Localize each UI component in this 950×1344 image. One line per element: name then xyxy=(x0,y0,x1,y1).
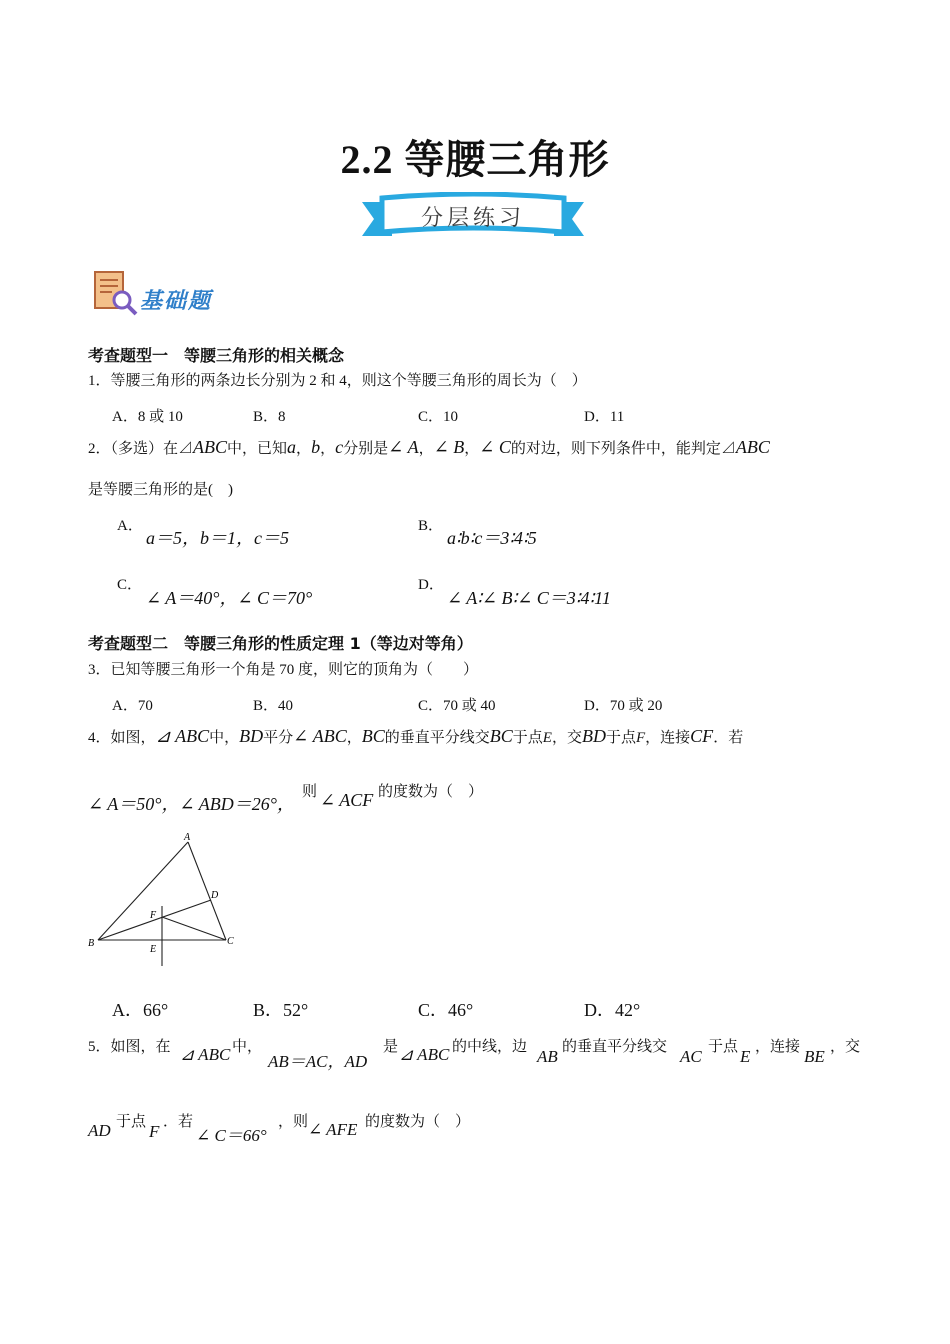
q3-option-a: A．70 xyxy=(112,698,153,714)
question-2-line-1 xyxy=(88,437,770,458)
q5-question-end: 的度数为（ ） xyxy=(365,1114,471,1130)
q4-text-a: 4．如图， xyxy=(88,730,156,746)
banner xyxy=(360,192,586,248)
q2-option-c-label: C． xyxy=(117,577,143,593)
q2-option-d: ∠ A∶∠ B∶∠ C＝3∶4∶11 xyxy=(447,588,611,608)
question-1: 1．等腰三角形的两条边长分别为 2 和 4，则这个等腰三角形的周长为（ ） xyxy=(88,373,587,389)
q2-abc-2: ABC xyxy=(735,437,770,457)
q2-comma-3: ， xyxy=(418,441,434,457)
line-ab xyxy=(98,842,188,940)
q2-b: b xyxy=(311,437,321,457)
q2-comma-2: ， xyxy=(320,441,336,457)
q4-math-b: ⊿ ABC xyxy=(155,726,210,746)
q4-then: 则 xyxy=(302,784,318,800)
q4-text-c: 中， xyxy=(209,730,240,746)
q4-option-b: B．52° xyxy=(253,1000,309,1020)
q4-text-o: 于点 xyxy=(605,730,636,746)
q2-c: c xyxy=(335,437,344,457)
q4-math-r: CF xyxy=(690,726,714,746)
q5-e: E xyxy=(740,1047,751,1066)
q4-math-f: ∠ ABC xyxy=(293,726,347,746)
question-2-line-2: 是等腰三角形的是( ) xyxy=(88,482,233,498)
label-c: C xyxy=(227,936,234,947)
q2-option-a-label: A． xyxy=(117,518,143,534)
q4-text-g: ， xyxy=(346,730,362,746)
q4-figure xyxy=(84,830,244,970)
q5-text-e: 是 xyxy=(383,1039,399,1055)
label-d: D xyxy=(211,890,219,901)
label-a: A xyxy=(184,832,191,843)
q4-math-p: F xyxy=(635,730,646,746)
q5-text-k: 于点 xyxy=(708,1039,739,1055)
q2-option-b-label: B． xyxy=(418,518,444,534)
q2-abc: ABC xyxy=(193,437,228,457)
q2-a: a xyxy=(287,437,297,457)
q5-text-s: ．若 xyxy=(163,1114,194,1130)
q2-option-c: ∠ A＝40°，∠ C＝70° xyxy=(146,588,313,608)
q2-mid2: 分别是 xyxy=(343,441,389,457)
q5-text-c: 中， xyxy=(232,1039,263,1055)
label-e: E xyxy=(150,944,157,955)
line-cf xyxy=(162,917,226,940)
q1-option-b: B．8 xyxy=(253,409,286,425)
q4-option-c: C．46° xyxy=(418,1000,474,1020)
section-label: 基础题 xyxy=(140,288,213,314)
q3-option-b: B．40 xyxy=(253,698,294,714)
q2-option-d-label: D． xyxy=(418,577,444,593)
q5-ac: AC xyxy=(680,1047,702,1066)
q2-comma-4: ， xyxy=(464,441,480,457)
q4-math-l: E xyxy=(542,730,552,746)
q2-mid3: 的对边，则下列条件中，能判定 xyxy=(510,441,721,457)
q3-option-c: C．70 或 40 xyxy=(418,698,496,714)
q4-math-n: BD xyxy=(581,726,606,746)
q5-text-i: 的垂直平分线交 xyxy=(562,1039,668,1055)
q4-angle-acf: ∠ ACF xyxy=(320,790,374,810)
q1-option-a: A．8 或 10 xyxy=(112,409,183,425)
label-f: F xyxy=(150,910,157,921)
q3-option-d: D．70 或 20 xyxy=(584,698,663,714)
q5-text-u: ，则 xyxy=(278,1114,309,1130)
q5-be: BE xyxy=(804,1047,825,1066)
q5-ab: AB xyxy=(537,1047,558,1066)
q4-text-q: ，连接 xyxy=(645,730,691,746)
triangle-symbol: ⊿ xyxy=(178,441,194,457)
q4-math-j: BC xyxy=(489,726,513,746)
q2-angle-a: ∠ A xyxy=(388,437,419,457)
q5-text-m: ，连接 xyxy=(755,1039,801,1055)
label-b: B xyxy=(88,938,95,949)
q5-angle-c: ∠ C＝66° xyxy=(196,1126,267,1145)
q5-ad: AD xyxy=(88,1121,111,1140)
q5-text-o: ，交 xyxy=(830,1039,861,1055)
q1-option-d: D．11 xyxy=(584,409,625,425)
q5-intro: 5．如图，在 xyxy=(88,1039,171,1055)
q5-triangle-1: ⊿ ABC xyxy=(180,1045,231,1064)
q5-text-g: 的中线，边 xyxy=(452,1039,528,1055)
q2-comma-1: ， xyxy=(296,441,312,457)
q5-f: F xyxy=(149,1122,160,1141)
banner-text: 分层练习 xyxy=(420,206,525,231)
line-ac xyxy=(188,842,226,940)
q4-question-end: 的度数为（ ） xyxy=(378,784,484,800)
question-3: 3．已知等腰三角形一个角是 70 度，则它的顶角为（ ） xyxy=(88,662,479,678)
q4-option-a: A．66° xyxy=(112,1000,169,1020)
page-title: 2.2 等腰三角形 xyxy=(340,137,610,182)
q4-option-d: D．42° xyxy=(584,1000,641,1020)
type-heading-1: 考查题型一 等腰三角形的相关概念 xyxy=(88,346,345,365)
q4-text-i: 的垂直平分线交 xyxy=(384,730,490,746)
q4-text-m: ，交 xyxy=(551,730,582,746)
q4-given-angles: ∠ A＝50°，∠ ABD＝26°， xyxy=(88,794,295,814)
q2-mid1: 中，已知 xyxy=(227,441,288,457)
q4-math-h: BC xyxy=(361,726,385,746)
q2-option-b: a∶b∶c＝3∶4∶5 xyxy=(447,528,537,548)
q1-option-c: C．10 xyxy=(418,409,459,425)
q5-ab-eq-ac: AB＝AC，AD xyxy=(268,1052,368,1071)
q2-option-a: a＝5，b＝1，c＝5 xyxy=(146,528,289,548)
q2-angle-b: ∠ B xyxy=(433,437,465,457)
q2-angle-c: ∠ C xyxy=(479,437,511,457)
q2-prefix: 2．（多选）在 xyxy=(88,441,179,457)
document-magnifier-icon xyxy=(92,270,138,316)
q4-text-s: ．若 xyxy=(713,730,744,746)
q4-text-e: 平分 xyxy=(263,730,294,746)
q5-text-q: 于点 xyxy=(116,1114,147,1130)
q4-math-d: BD xyxy=(239,726,264,746)
question-4-line-1 xyxy=(88,726,743,747)
triangle-symbol-2: ⊿ xyxy=(720,441,736,457)
q5-triangle-2: ⊿ ABC xyxy=(399,1045,450,1064)
q4-text-k: 于点 xyxy=(512,730,543,746)
q5-angle-afe: ∠ AFE xyxy=(308,1120,358,1139)
type-heading-2: 考查题型二 等腰三角形的性质定理 1（等边对等角） xyxy=(88,634,473,653)
